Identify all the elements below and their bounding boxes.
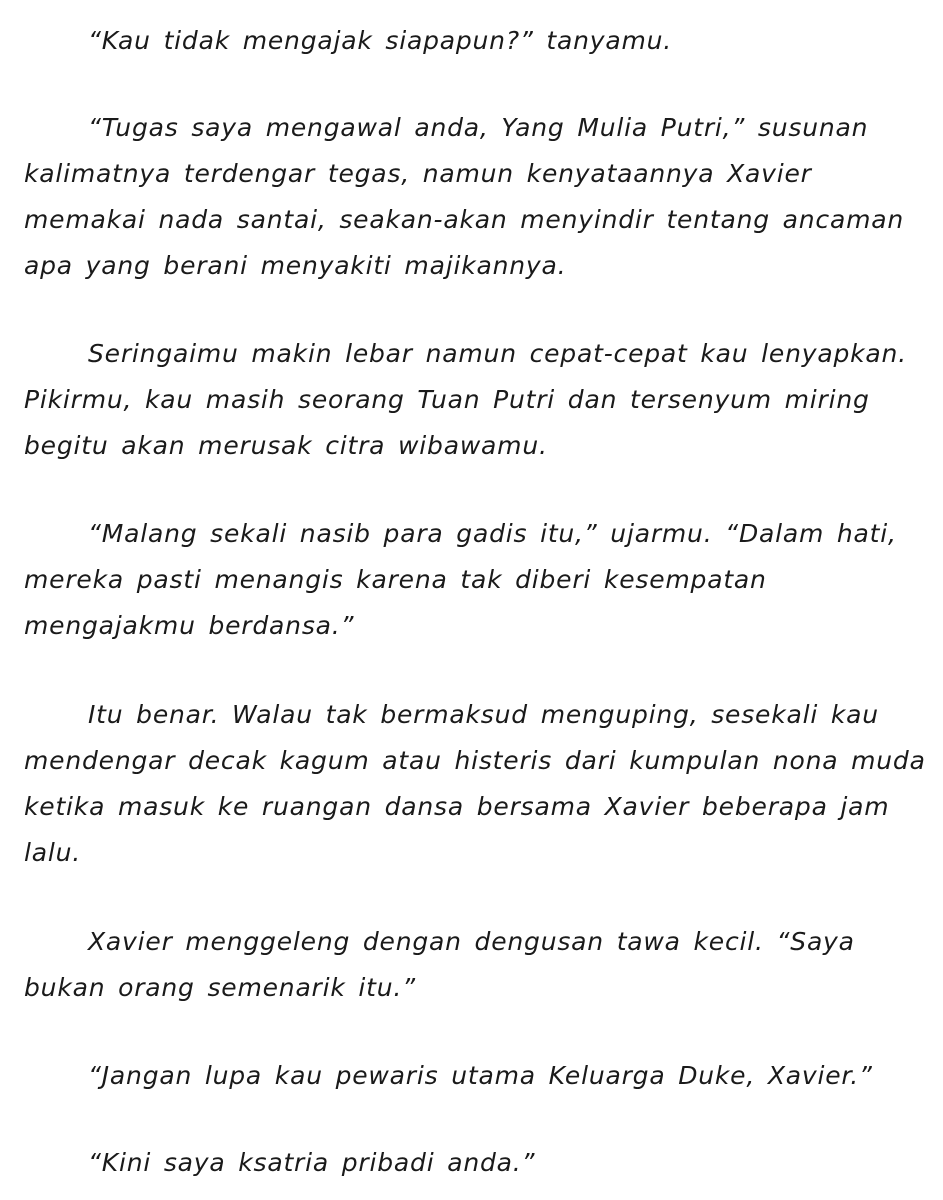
text-line: Pikirmu, kau masih seorang Tuan Putri dan tersenyum miring — [24, 385, 870, 414]
text-line: begitu akan merusak citra wibawamu. — [24, 431, 548, 460]
text-line: mendengar decak kagum atau histeris dari kumpulan nona muda — [24, 746, 926, 775]
text-line: bukan orang semenarik itu.” — [24, 973, 416, 1002]
text-line: apa yang berani menyakiti majikannya. — [24, 251, 567, 280]
text-line: “Kini saya ksatria pribadi anda.” — [88, 1148, 536, 1177]
text-line: memakai nada santai, seakan-akan menyindir tentang ancaman — [24, 205, 905, 234]
text-line: mereka pasti menangis karena tak diberi kesempatan — [24, 565, 767, 594]
text-line: lalu. — [24, 838, 82, 867]
text-line: kalimatnya terdengar tegas, namun kenyataannya Xavier — [24, 159, 812, 188]
text-line: Seringaimu makin lebar namun cepat-cepat kau lenyapkan. — [88, 339, 907, 368]
text-line: mengajakmu berdansa.” — [24, 611, 355, 640]
text-line: Itu benar. Walau tak bermaksud menguping, sesekali kau — [88, 700, 879, 729]
text-line: Xavier menggeleng dengan dengusan tawa kecil. “Saya — [88, 927, 855, 956]
text-line: “Jangan lupa kau pewaris utama Keluarga Duke, Xavier.” — [88, 1061, 873, 1090]
text-line: “Tugas saya mengawal anda, Yang Mulia Putri,” susunan — [88, 113, 869, 142]
text-line: “Malang sekali nasib para gadis itu,” ujarmu. “Dalam hati, — [88, 519, 897, 548]
text-line: ketika masuk ke ruangan dansa bersama Xavier beberapa jam — [24, 792, 890, 821]
text-line: “Kau tidak mengajak siapapun?” tanyamu. — [88, 26, 673, 55]
